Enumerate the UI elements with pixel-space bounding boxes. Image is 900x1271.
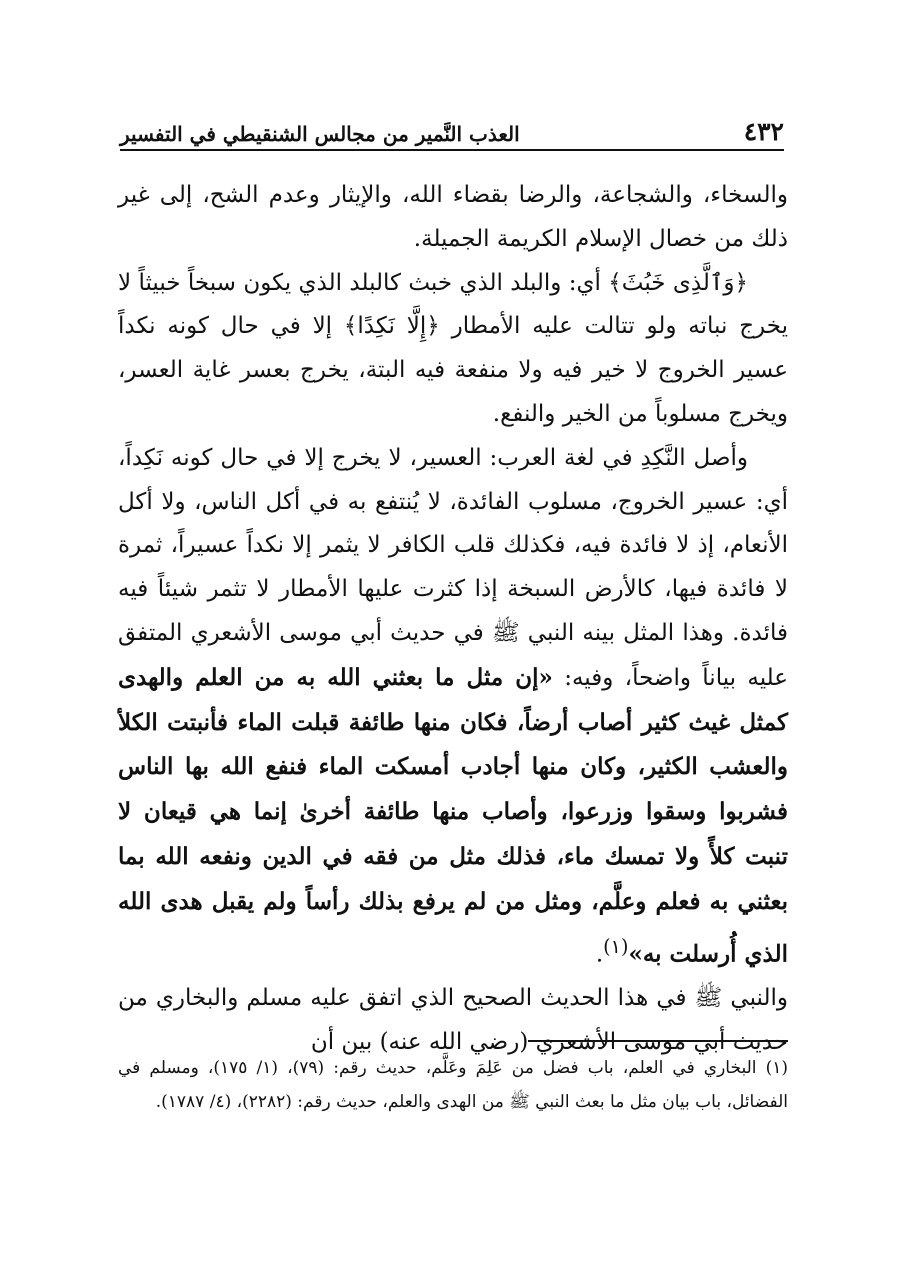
paragraph-4: والنبي ﷺ في هذا الحديث الصحيح الذي اتفق عليه مسلم والبخاري من حديث أبي موسى الأشعري (رضي الله عنه) بين أن bbox=[118, 985, 788, 1055]
paragraph-1: والسخاء، والشجاعة، والرضا بقضاء الله، والإيثار وعدم الشح، إلى غير ذلك من خصال الإسلام الكريمة الجميلة. bbox=[118, 182, 788, 252]
paragraph-3-end: . bbox=[595, 941, 604, 968]
page-header bbox=[120, 112, 784, 146]
paragraph-2: ﴿وَٱلَّذِى خَبُثَ﴾ أي: والبلد الذي خبث كالبلد الذي يكون سبخاً خبيثاً لا يخرج نباته ولو تتالت عليه الأمطار ﴿إِلَّا نَكِدًا﴾ إلا في حال كونه نكداً عسير الخروج لا خير فيه ولا منفعة فيه البتة، يخرج بعسر غاية العسر، ويخرج مسلوباً من الخير والنفع. bbox=[118, 269, 788, 427]
paragraph-3-text: وأصل النَّكِدِ في لغة العرب: العسير، لا يخرج إلا في حال كونه نَكِداً، أي: عسير الخروج، مسلوب الفائدة، لا يُنتفع به في أكل الناس، ولا أكل الأنعام، إذ لا فائدة فيه، فكذلك قلب الكافر لا يثمر إلا نكداً عسيراً، ثمرة لا فائدة فيها، كالأرض السبخة إذا كثرت عليها الأمطار لا تثمر شيئاً فيه فائدة. وهذا المثل بينه النبي ﷺ في حديث أبي موسى الأشعري المتفق عليه بياناً واضحاً، وفيه: bbox=[118, 444, 788, 691]
running-title: العذب النَّمير من مجالس الشنقيطي في التفسير bbox=[120, 122, 520, 146]
header-rule bbox=[120, 149, 784, 151]
footnote-1: (١) البخاري في العلم، باب فضل من عَلِمَ وعَلَّم، حديث رقم: (٧٩)، (١/ ١٧٥)، ومسلم في الفضائل، باب بيان مثل ما بعث النبي ﷺ من الهدى والعلم، حديث رقم: (٢٢٨٢)، (٤/ ١٧٨٧). bbox=[118, 1058, 789, 1112]
main-text bbox=[118, 174, 788, 1065]
footnote-ref: (١) bbox=[603, 934, 629, 958]
footnote-rule bbox=[528, 1040, 788, 1042]
paragraph-3 bbox=[118, 437, 788, 977]
hadith-quote: «إن مثل ما بعثني الله به من العلم والهدى كمثل غيث كثير أصاب أرضاً، فكان منها طائفة قبلت الماء فأنبتت الكلأ والعشب الكثير، وكان منها أجادب أمسكت الماء فنفع الله بها الناس فشربوا وسقوا وزرعوا، وأصاب منها طائفة أخرىٰ إنما هي قيعان لا تنبت كلأً ولا تمسك ماء، فذلك مثل من فقه في الدين ونفعه الله بما بعثني به فعلم وعلَّم، ومثل من لم يرفع بذلك رأساً ولم يقبل هدى الله الذي أُرسلت به» bbox=[118, 663, 788, 968]
page-number: ٤٣٢ bbox=[743, 117, 784, 146]
footnote bbox=[118, 1052, 788, 1119]
